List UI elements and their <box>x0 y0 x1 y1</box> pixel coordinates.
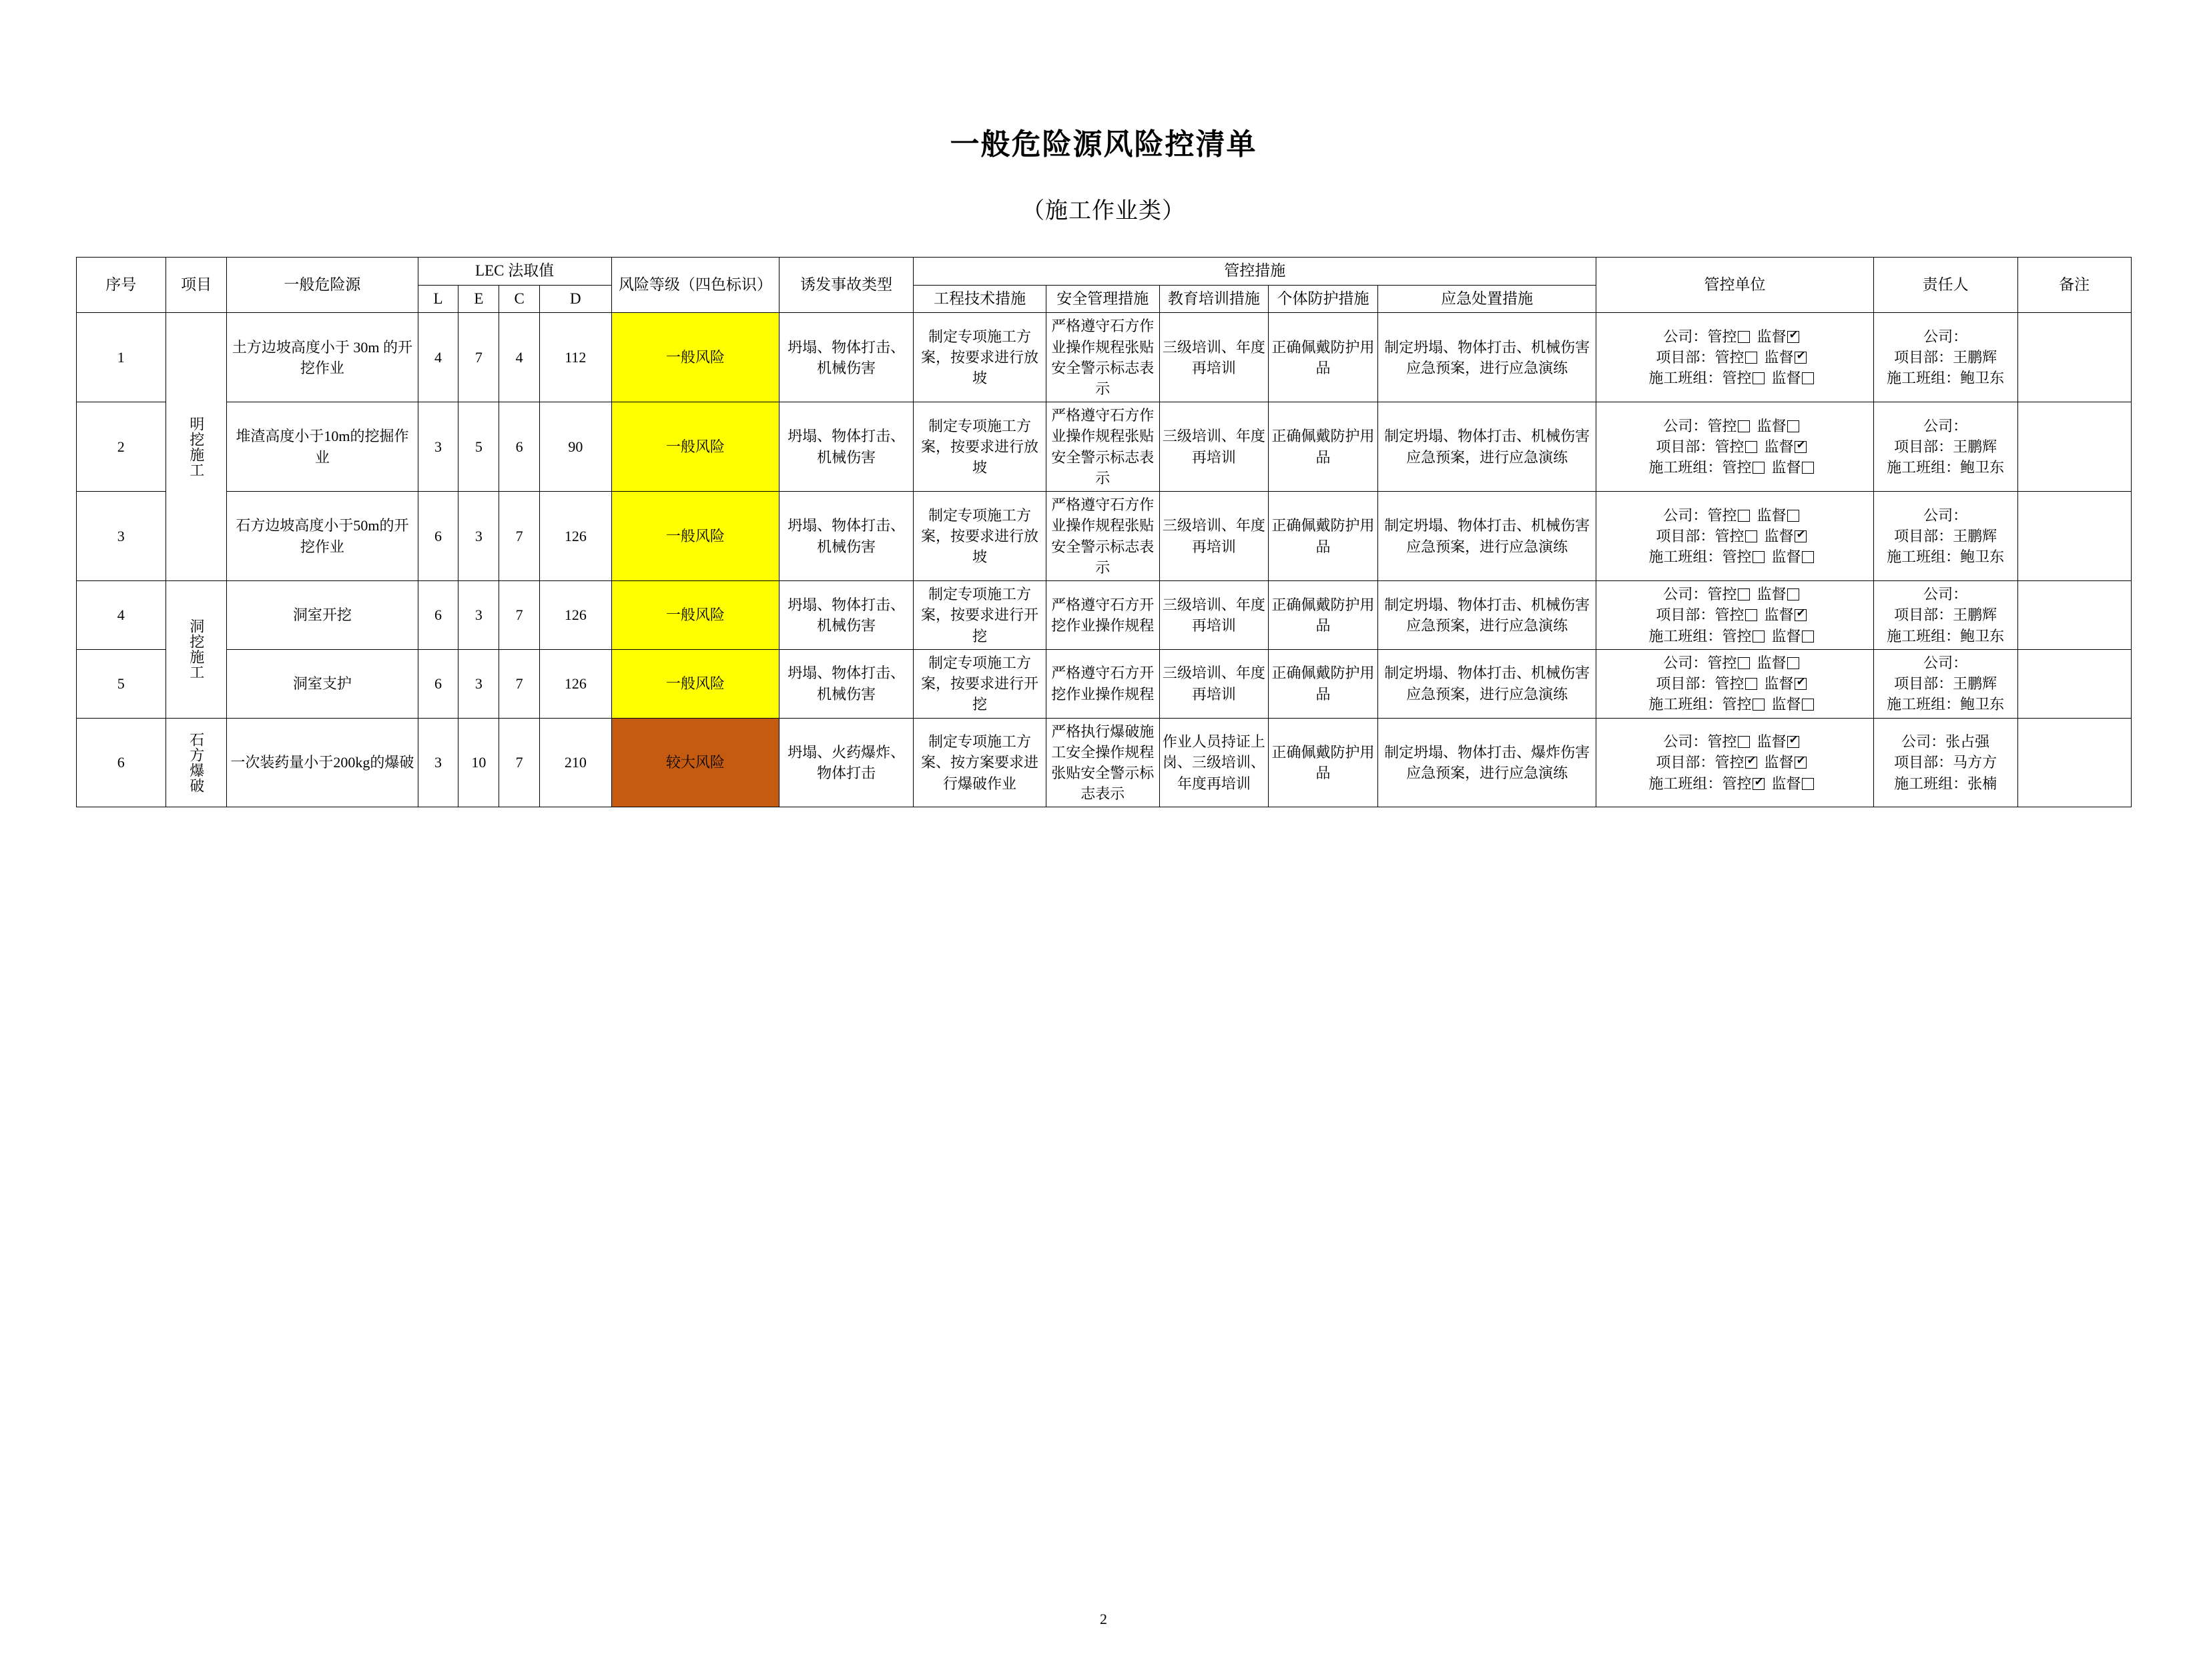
table-body <box>76 313 2131 807</box>
supervise-label-project: 监督 <box>1764 438 1794 456</box>
control-label-company: 管控 <box>1707 417 1737 434</box>
cell-risk-level: 一般风险 <box>611 581 779 650</box>
responsible-line: 施工班组：张楠 <box>1894 775 1997 792</box>
cell-seq: 4 <box>76 581 166 650</box>
responsible-line: 施工班组：鲍卫东 <box>1887 370 2005 387</box>
checkbox-control-project[interactable] <box>1745 352 1757 364</box>
cell-ctrl-ppe: 正确佩戴防护用品 <box>1269 581 1378 650</box>
cell-lec-d: 126 <box>540 492 612 581</box>
cell-ctrl-education: 三级培训、年度再培训 <box>1159 492 1269 581</box>
header-risk-level: 风险等级（四色标识） <box>611 258 779 313</box>
cell-ctrl-engineering: 制定专项施工方案，按要求进行开挖 <box>914 649 1046 718</box>
cell-control-unit <box>1596 718 1873 807</box>
control-unit-row-project <box>1599 347 1870 368</box>
supervise-label-company: 监督 <box>1757 328 1787 345</box>
cell-lec-l: 4 <box>418 313 458 402</box>
cell-lec-c: 7 <box>499 718 540 807</box>
cell-lec-c: 6 <box>499 402 540 492</box>
cell-lec-e: 3 <box>458 649 499 718</box>
control-label-project: 管控 <box>1714 349 1745 366</box>
cell-ctrl-ppe: 正确佩戴防护用品 <box>1269 402 1378 492</box>
checkbox-control-company[interactable] <box>1738 510 1750 522</box>
responsible-line: 公司： <box>1923 417 1968 434</box>
cell-risk-level: 一般风险 <box>611 492 779 581</box>
header-lec-l: L <box>418 285 458 313</box>
supervise-label-project: 监督 <box>1764 349 1794 366</box>
control-unit-row-company <box>1599 653 1870 673</box>
supervise-label-team: 监督 <box>1771 459 1801 476</box>
control-label-project: 管控 <box>1714 606 1745 624</box>
control-unit-row-company <box>1599 505 1870 526</box>
cell-ctrl-safety-mgmt: 严格遵守石方作业操作规程张贴安全警示标志表示 <box>1046 313 1159 402</box>
cell-seq: 1 <box>76 313 166 402</box>
control-label-project: 管控 <box>1714 528 1745 545</box>
cell-lec-e: 3 <box>458 581 499 650</box>
risk-control-table <box>76 257 2132 807</box>
checkbox-supervise-company[interactable] <box>1787 736 1799 748</box>
cell-remark <box>2017 492 2131 581</box>
responsible-line: 项目部：王鹏辉 <box>1894 438 1997 456</box>
header-accident-type: 诱发事故类型 <box>779 258 914 313</box>
header-lec-d: D <box>540 285 612 313</box>
checkbox-control-team[interactable] <box>1753 551 1765 563</box>
cell-remark <box>2017 718 2131 807</box>
table-header <box>76 258 2131 313</box>
cell-ctrl-education: 三级培训、年度再培训 <box>1159 649 1269 718</box>
checkbox-supervise-project[interactable] <box>1795 678 1807 690</box>
control-unit-row-project <box>1599 604 1870 625</box>
control-label-company: 管控 <box>1707 328 1737 345</box>
cell-ctrl-engineering: 制定专项施工方案、按方案要求进行爆破作业 <box>914 718 1046 807</box>
cell-lec-l: 6 <box>418 649 458 718</box>
supervise-label-team: 监督 <box>1771 627 1801 645</box>
control-label-project: 管控 <box>1714 675 1745 693</box>
cell-lec-e: 7 <box>458 313 499 402</box>
cell-project: 明挖施工 <box>166 313 226 581</box>
control-label-team: 管控 <box>1722 459 1752 476</box>
cell-hazard: 堆渣高度小于10m的挖掘作业 <box>227 402 418 492</box>
cell-responsible <box>1873 718 2017 807</box>
page-number: 2 <box>1100 1611 1107 1627</box>
cell-lec-e: 3 <box>458 492 499 581</box>
header-seq: 序号 <box>76 258 166 313</box>
checkbox-control-company[interactable] <box>1738 657 1750 669</box>
cell-lec-d: 90 <box>540 402 612 492</box>
cell-hazard: 一次装药量小于200kg的爆破 <box>227 718 418 807</box>
supervise-label-company: 监督 <box>1757 654 1787 671</box>
header-control-group: 管控措施 <box>914 258 1596 286</box>
cell-lec-d: 210 <box>540 718 612 807</box>
cell-control-unit <box>1596 313 1873 402</box>
header-responsible: 责任人 <box>1873 258 2017 313</box>
control-unit-label-team: 施工班组： <box>1648 459 1722 476</box>
cell-ctrl-emergency: 制定坍塌、物体打击、机械伤害 应急预案，进行应急演练 <box>1377 402 1596 492</box>
cell-lec-l: 3 <box>418 402 458 492</box>
checkbox-control-project[interactable] <box>1745 609 1757 621</box>
responsible-line: 公司：张占强 <box>1901 733 1990 751</box>
cell-ctrl-engineering: 制定专项施工方案，按要求进行开挖 <box>914 581 1046 650</box>
cell-ctrl-safety-mgmt: 严格遵守石方作业操作规程张贴安全警示标志表示 <box>1046 402 1159 492</box>
cell-lec-d: 112 <box>540 313 612 402</box>
control-unit-label-project: 项目部： <box>1656 528 1715 545</box>
responsible-line: 施工班组：鲍卫东 <box>1887 696 2005 713</box>
cell-ctrl-emergency: 制定坍塌、物体打击、机械伤害 应急预案，进行应急演练 <box>1377 313 1596 402</box>
header-ctrl-ppe: 个体防护措施 <box>1269 285 1378 313</box>
responsible-line: 公司： <box>1923 328 1968 345</box>
control-label-team: 管控 <box>1722 370 1752 387</box>
cell-ctrl-emergency: 制定坍塌、物体打击、机械伤害 应急预案，进行应急演练 <box>1377 492 1596 581</box>
checkbox-supervise-company[interactable] <box>1787 588 1799 600</box>
control-unit-label-project: 项目部： <box>1656 754 1715 771</box>
cell-risk-level: 较大风险 <box>611 718 779 807</box>
header-remark: 备注 <box>2017 258 2131 313</box>
control-unit-row-company <box>1599 416 1870 436</box>
checkbox-supervise-company[interactable] <box>1787 420 1799 432</box>
checkbox-control-team[interactable] <box>1753 699 1765 711</box>
supervise-label-company: 监督 <box>1757 506 1787 524</box>
page-subtitle: （施工作业类） <box>1022 199 1185 224</box>
cell-lec-l: 6 <box>418 581 458 650</box>
cell-accident-type: 坍塌、物体打击、机械伤害 <box>779 313 914 402</box>
control-label-team: 管控 <box>1722 696 1752 713</box>
cell-accident-type: 坍塌、火药爆炸、物体打击 <box>779 718 914 807</box>
control-unit-label-company: 公司： <box>1663 417 1708 434</box>
cell-project: 洞挖施工 <box>166 581 226 718</box>
responsible-line: 项目部：王鹏辉 <box>1894 349 1997 366</box>
checkbox-supervise-team[interactable] <box>1802 462 1814 474</box>
cell-lec-l: 3 <box>418 718 458 807</box>
cell-hazard: 土方边坡高度小于 30m 的开挖作业 <box>227 313 418 402</box>
table-row <box>76 402 2131 492</box>
table-row <box>76 649 2131 718</box>
control-unit-row-team <box>1599 368 1870 388</box>
control-unit-label-team: 施工班组： <box>1648 775 1722 792</box>
header-ctrl-education: 教育培训措施 <box>1159 285 1269 313</box>
control-unit-row-company <box>1599 731 1870 752</box>
cell-ctrl-ppe: 正确佩戴防护用品 <box>1269 649 1378 718</box>
control-unit-label-project: 项目部： <box>1656 606 1715 624</box>
responsible-line: 项目部：王鹏辉 <box>1894 606 1997 624</box>
checkbox-supervise-company[interactable] <box>1787 657 1799 669</box>
control-unit-row-company <box>1599 326 1870 347</box>
checkbox-supervise-team[interactable] <box>1802 778 1814 790</box>
responsible-line: 公司： <box>1923 506 1968 524</box>
checkbox-control-team[interactable] <box>1753 778 1765 790</box>
responsible-line: 施工班组：鲍卫东 <box>1887 627 2005 645</box>
control-unit-label-project: 项目部： <box>1656 349 1715 366</box>
control-unit-row-project <box>1599 436 1870 457</box>
control-unit-row-project <box>1599 673 1870 694</box>
checkbox-control-project[interactable] <box>1745 530 1757 542</box>
table-row <box>76 492 2131 581</box>
supervise-label-company: 监督 <box>1757 586 1787 603</box>
header-project: 项目 <box>166 258 226 313</box>
table-row <box>76 718 2131 807</box>
supervise-label-project: 监督 <box>1764 528 1794 545</box>
cell-lec-l: 6 <box>418 492 458 581</box>
cell-ctrl-engineering: 制定专项施工方案，按要求进行放坡 <box>914 313 1046 402</box>
control-label-company: 管控 <box>1707 654 1737 671</box>
control-unit-label-project: 项目部： <box>1656 438 1715 456</box>
page-title: 一般危险源风险控清单 <box>950 128 1257 161</box>
supervise-label-team: 监督 <box>1771 775 1801 792</box>
control-unit-row-team <box>1599 457 1870 478</box>
control-unit-row-team <box>1599 773 1870 794</box>
checkbox-control-company[interactable] <box>1738 420 1750 432</box>
checkbox-control-project[interactable] <box>1745 441 1757 453</box>
responsible-line: 公司： <box>1923 654 1968 671</box>
cell-control-unit <box>1596 581 1873 650</box>
cell-control-unit <box>1596 492 1873 581</box>
cell-hazard: 洞室支护 <box>227 649 418 718</box>
cell-ctrl-ppe: 正确佩戴防护用品 <box>1269 313 1378 402</box>
responsible-line: 施工班组：鲍卫东 <box>1887 459 2005 476</box>
supervise-label-project: 监督 <box>1764 754 1794 771</box>
checkbox-supervise-project[interactable] <box>1795 757 1807 769</box>
checkbox-supervise-team[interactable] <box>1802 631 1814 643</box>
control-unit-label-team: 施工班组： <box>1648 627 1722 645</box>
cell-responsible <box>1873 313 2017 402</box>
control-unit-label-team: 施工班组： <box>1648 548 1722 566</box>
cell-lec-e: 10 <box>458 718 499 807</box>
cell-seq: 5 <box>76 649 166 718</box>
cell-responsible <box>1873 402 2017 492</box>
cell-lec-c: 7 <box>499 649 540 718</box>
cell-ctrl-education: 作业人员持证上岗、三级培训、年度再培训 <box>1159 718 1269 807</box>
control-unit-label-project: 项目部： <box>1656 675 1715 693</box>
cell-responsible <box>1873 581 2017 650</box>
control-unit-row-team <box>1599 626 1870 647</box>
supervise-label-project: 监督 <box>1764 606 1794 624</box>
checkbox-supervise-team[interactable] <box>1802 699 1814 711</box>
cell-remark <box>2017 581 2131 650</box>
cell-accident-type: 坍塌、物体打击、机械伤害 <box>779 492 914 581</box>
cell-accident-type: 坍塌、物体打击、机械伤害 <box>779 402 914 492</box>
control-label-company: 管控 <box>1707 506 1737 524</box>
cell-lec-c: 7 <box>499 492 540 581</box>
checkbox-control-company[interactable] <box>1738 736 1750 748</box>
control-unit-label-company: 公司： <box>1663 328 1708 345</box>
supervise-label-team: 监督 <box>1771 370 1801 387</box>
document-page <box>0 120 2207 1680</box>
header-hazard: 一般危险源 <box>227 258 418 313</box>
cell-ctrl-safety-mgmt: 严格遵守石方开挖作业操作规程 <box>1046 649 1159 718</box>
control-label-project: 管控 <box>1714 754 1745 771</box>
cell-ctrl-education: 三级培训、年度再培训 <box>1159 402 1269 492</box>
control-unit-label-company: 公司： <box>1663 733 1708 751</box>
control-unit-label-company: 公司： <box>1663 654 1708 671</box>
control-label-company: 管控 <box>1707 586 1737 603</box>
control-unit-row-team <box>1599 694 1870 715</box>
table-row <box>76 313 2131 402</box>
checkbox-supervise-company[interactable] <box>1787 510 1799 522</box>
checkbox-control-team[interactable] <box>1753 372 1765 384</box>
cell-ctrl-emergency: 制定坍塌、物体打击、爆炸伤害 应急预案，进行应急演练 <box>1377 718 1596 807</box>
checkbox-control-project[interactable] <box>1745 757 1757 769</box>
control-unit-row-project <box>1599 752 1870 773</box>
cell-seq: 2 <box>76 402 166 492</box>
checkbox-supervise-project[interactable] <box>1795 609 1807 621</box>
control-label-project: 管控 <box>1714 438 1745 456</box>
checkbox-control-company[interactable] <box>1738 331 1750 343</box>
supervise-label-project: 监督 <box>1764 675 1794 693</box>
checkbox-supervise-company[interactable] <box>1787 331 1799 343</box>
cell-lec-c: 4 <box>499 313 540 402</box>
control-label-team: 管控 <box>1722 775 1752 792</box>
table-row <box>76 581 2131 650</box>
responsible-line: 公司： <box>1923 586 1968 603</box>
control-unit-label-team: 施工班组： <box>1648 696 1722 713</box>
control-unit-row-project <box>1599 526 1870 546</box>
supervise-label-company: 监督 <box>1757 733 1787 751</box>
cell-seq: 3 <box>76 492 166 581</box>
control-label-team: 管控 <box>1722 627 1752 645</box>
header-ctrl-emergency: 应急处置措施 <box>1377 285 1596 313</box>
responsible-line: 项目部：马方方 <box>1894 754 1997 771</box>
control-label-company: 管控 <box>1707 733 1737 751</box>
checkbox-supervise-project[interactable] <box>1795 352 1807 364</box>
cell-lec-d: 126 <box>540 581 612 650</box>
control-label-team: 管控 <box>1722 548 1752 566</box>
cell-risk-level: 一般风险 <box>611 649 779 718</box>
checkbox-supervise-project[interactable] <box>1795 530 1807 542</box>
cell-responsible <box>1873 649 2017 718</box>
responsible-line: 项目部：王鹏辉 <box>1894 528 1997 545</box>
cell-hazard: 洞室开挖 <box>227 581 418 650</box>
cell-lec-e: 5 <box>458 402 499 492</box>
control-unit-label-company: 公司： <box>1663 506 1708 524</box>
checkbox-supervise-team[interactable] <box>1802 551 1814 563</box>
cell-ctrl-ppe: 正确佩戴防护用品 <box>1269 492 1378 581</box>
checkbox-supervise-team[interactable] <box>1802 372 1814 384</box>
cell-risk-level: 一般风险 <box>611 402 779 492</box>
checkbox-control-company[interactable] <box>1738 588 1750 600</box>
checkbox-control-team[interactable] <box>1753 631 1765 643</box>
responsible-line: 项目部：王鹏辉 <box>1894 675 1997 693</box>
responsible-line: 施工班组：鲍卫东 <box>1887 548 2005 566</box>
header-control-unit: 管控单位 <box>1596 258 1873 313</box>
header-lec-e: E <box>458 285 499 313</box>
cell-risk-level: 一般风险 <box>611 313 779 402</box>
cell-remark <box>2017 649 2131 718</box>
cell-seq: 6 <box>76 718 166 807</box>
header-lec-group: LEC 法取值 <box>418 258 611 286</box>
cell-ctrl-emergency: 制定坍塌、物体打击、机械伤害 应急预案，进行应急演练 <box>1377 581 1596 650</box>
cell-hazard: 石方边坡高度小于50m的开挖作业 <box>227 492 418 581</box>
cell-ctrl-emergency: 制定坍塌、物体打击、机械伤害 应急预案，进行应急演练 <box>1377 649 1596 718</box>
cell-ctrl-ppe: 正确佩戴防护用品 <box>1269 718 1378 807</box>
checkbox-control-project[interactable] <box>1745 678 1757 690</box>
supervise-label-company: 监督 <box>1757 417 1787 434</box>
control-unit-label-company: 公司： <box>1663 586 1708 603</box>
cell-lec-d: 126 <box>540 649 612 718</box>
header-lec-c: C <box>499 285 540 313</box>
cell-ctrl-safety-mgmt: 严格遵守石方作业操作规程张贴安全警示标志表示 <box>1046 492 1159 581</box>
cell-ctrl-engineering: 制定专项施工方案，按要求进行放坡 <box>914 402 1046 492</box>
cell-responsible <box>1873 492 2017 581</box>
control-unit-label-team: 施工班组： <box>1648 370 1722 387</box>
cell-project: 石方爆破 <box>166 718 226 807</box>
checkbox-control-team[interactable] <box>1753 462 1765 474</box>
cell-ctrl-safety-mgmt: 严格执行爆破施工安全操作规程张贴安全警示标志表示 <box>1046 718 1159 807</box>
cell-ctrl-education: 三级培训、年度再培训 <box>1159 581 1269 650</box>
cell-remark <box>2017 402 2131 492</box>
cell-ctrl-safety-mgmt: 严格遵守石方开挖作业操作规程 <box>1046 581 1159 650</box>
header-ctrl-safety-mgmt: 安全管理措施 <box>1046 285 1159 313</box>
control-unit-row-company <box>1599 584 1870 604</box>
control-unit-row-team <box>1599 546 1870 567</box>
cell-control-unit <box>1596 402 1873 492</box>
cell-remark <box>2017 313 2131 402</box>
supervise-label-team: 监督 <box>1771 548 1801 566</box>
supervise-label-team: 监督 <box>1771 696 1801 713</box>
cell-accident-type: 坍塌、物体打击、机械伤害 <box>779 581 914 650</box>
cell-ctrl-education: 三级培训、年度再培训 <box>1159 313 1269 402</box>
cell-accident-type: 坍塌、物体打击、机械伤害 <box>779 649 914 718</box>
header-ctrl-engineering: 工程技术措施 <box>914 285 1046 313</box>
cell-ctrl-engineering: 制定专项施工方案，按要求进行放坡 <box>914 492 1046 581</box>
cell-lec-c: 7 <box>499 581 540 650</box>
checkbox-supervise-project[interactable] <box>1795 441 1807 453</box>
cell-control-unit <box>1596 649 1873 718</box>
